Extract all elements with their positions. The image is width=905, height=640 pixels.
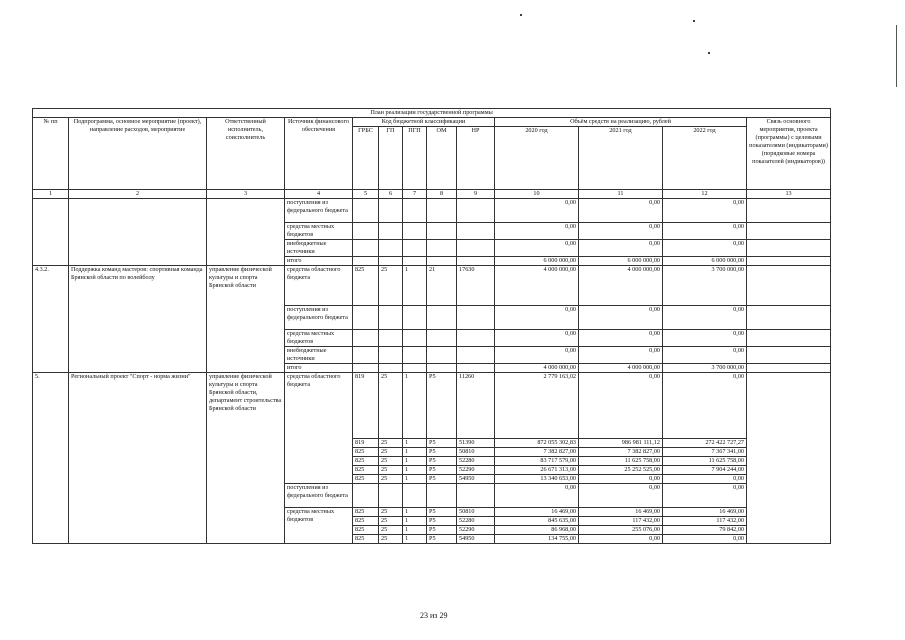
value-2021: 0,00	[579, 535, 663, 544]
value-2022: 0,00	[663, 306, 747, 330]
column-number-row	[33, 190, 831, 199]
col-header-budget-code: Код бюджетной классификации	[353, 118, 495, 127]
nr-cell: 52290	[457, 466, 495, 475]
col-header-gp: ГП	[379, 127, 403, 190]
value-2022: 0,00	[663, 199, 747, 223]
col-header-2022: 2022 год	[663, 127, 747, 190]
value-2022: 79 842,00	[663, 526, 747, 535]
grbs-cell: 825	[353, 517, 379, 526]
value-2022: 7 367 341,00	[663, 448, 747, 457]
source-cell: средства местных бюджетов	[285, 330, 353, 347]
plan-title: План реализации государственной программы	[33, 109, 831, 118]
table-row	[33, 266, 831, 306]
source-cell: средства местных бюджетов	[285, 223, 353, 240]
gp-cell: 25	[379, 373, 403, 439]
gp-cell: 25	[379, 526, 403, 535]
col-number: 2	[69, 190, 207, 199]
value-2021: 0,00	[579, 240, 663, 257]
source-cell: внебюджетные источники	[285, 240, 353, 257]
pgp-cell: 1	[403, 535, 427, 544]
pgp-cell: 1	[403, 457, 427, 466]
col-header-volume: Объём средств на реализацию, рублей	[495, 118, 747, 127]
col-header-no: № пп	[33, 118, 69, 190]
pgp-cell: 1	[403, 475, 427, 484]
value-2020: 83 717 579,00	[495, 457, 579, 466]
value-2020: 7 382 827,00	[495, 448, 579, 457]
value-2022: 7 904 244,00	[663, 466, 747, 475]
value-2022: 6 000 000,00	[663, 257, 747, 266]
value-2020: 0,00	[495, 347, 579, 364]
om-cell: P5	[427, 448, 457, 457]
value-2020: 86 968,00	[495, 526, 579, 535]
nr-cell: 50810	[457, 448, 495, 457]
value-2022: 0,00	[663, 330, 747, 347]
pgp-cell: 1	[403, 508, 427, 517]
table-row	[33, 373, 831, 439]
value-2022: 3 700 000,00	[663, 266, 747, 306]
value-2020: 0,00	[495, 240, 579, 257]
value-2020: 4 000 000,00	[495, 266, 579, 306]
value-2021: 0,00	[579, 373, 663, 439]
col-number: 10	[495, 190, 579, 199]
grbs-cell: 819	[353, 439, 379, 448]
om-cell: P5	[427, 535, 457, 544]
value-2022: 0,00	[663, 347, 747, 364]
table-row	[33, 199, 831, 223]
value-2021: 0,00	[579, 347, 663, 364]
pgp-cell: 1	[403, 466, 427, 475]
source-cell: поступления из федерального бюджета	[285, 484, 353, 508]
value-2021: 6 000 000,00	[579, 257, 663, 266]
value-2022: 11 625 758,00	[663, 457, 747, 466]
col-number: 12	[663, 190, 747, 199]
value-2020: 0,00	[495, 330, 579, 347]
col-header-om: ОМ	[427, 127, 457, 190]
scan-edge-mark	[896, 25, 897, 87]
value-2020: 2 779 163,02	[495, 373, 579, 439]
gp-cell: 25	[379, 475, 403, 484]
om-cell: P5	[427, 466, 457, 475]
col-header-2021: 2021 год	[579, 127, 663, 190]
grbs-cell: 825	[353, 266, 379, 306]
item-responsible: управление физической культуры и спорта Брянской области, департамент строительства Брянской области	[207, 373, 285, 544]
om-cell: P5	[427, 475, 457, 484]
nr-cell: 54950	[457, 475, 495, 484]
col-number: 3	[207, 190, 285, 199]
value-2021: 255 076,00	[579, 526, 663, 535]
om-cell: P5	[427, 517, 457, 526]
value-2022: 0,00	[663, 240, 747, 257]
col-number: 9	[457, 190, 495, 199]
page-number: 23 из 29	[420, 611, 448, 620]
nr-cell: 54950	[457, 535, 495, 544]
value-2022: 0,00	[663, 475, 747, 484]
value-2022: 117 432,00	[663, 517, 747, 526]
value-2020: 872 055 302,83	[495, 439, 579, 448]
value-2021: 4 000 000,00	[579, 266, 663, 306]
grbs-cell: 819	[353, 373, 379, 439]
value-2020: 4 000 000,00	[495, 364, 579, 373]
value-2020: 0,00	[495, 199, 579, 223]
col-number: 4	[285, 190, 353, 199]
pgp-cell: 1	[403, 373, 427, 439]
value-2020: 134 755,00	[495, 535, 579, 544]
source-cell: поступления из федерального бюджета	[285, 199, 353, 223]
col-number: 5	[353, 190, 379, 199]
nr-cell: 50810	[457, 508, 495, 517]
om-cell: P5	[427, 526, 457, 535]
col-header-pgp: ПГП	[403, 127, 427, 190]
scan-speck	[520, 14, 522, 16]
gp-cell: 25	[379, 535, 403, 544]
grbs-cell: 825	[353, 466, 379, 475]
scan-speck	[693, 20, 695, 22]
value-2020: 13 340 653,00	[495, 475, 579, 484]
nr-cell: 17630	[457, 266, 495, 306]
value-2020: 0,00	[495, 484, 579, 508]
grbs-cell: 825	[353, 448, 379, 457]
om-cell: 21	[427, 266, 457, 306]
grbs-cell: 825	[353, 508, 379, 517]
value-2021: 0,00	[579, 484, 663, 508]
value-2021: 7 382 827,00	[579, 448, 663, 457]
value-2022: 16 469,00	[663, 508, 747, 517]
value-2020: 0,00	[495, 223, 579, 240]
value-2021: 0,00	[579, 330, 663, 347]
value-2022: 3 700 000,00	[663, 364, 747, 373]
nr-cell: 52280	[457, 457, 495, 466]
item-name: Региональный проект "Спорт - норма жизни"	[69, 373, 207, 544]
gp-cell: 25	[379, 457, 403, 466]
value-2022: 0,00	[663, 373, 747, 439]
col-header-source: Источник финансового обеспечения	[285, 118, 353, 190]
om-cell: P5	[427, 373, 457, 439]
om-cell: P5	[427, 457, 457, 466]
value-2021: 16 469,00	[579, 508, 663, 517]
item-number: 5.	[33, 373, 69, 544]
col-header-2020: 2020 год	[495, 127, 579, 190]
source-cell: внебюджетные источники	[285, 347, 353, 364]
gp-cell: 25	[379, 517, 403, 526]
nr-cell: 51390	[457, 439, 495, 448]
value-2021: 0,00	[579, 306, 663, 330]
col-number: 11	[579, 190, 663, 199]
col-header-grbs: ГРБС	[353, 127, 379, 190]
col-number: 8	[427, 190, 457, 199]
om-cell: P5	[427, 508, 457, 517]
value-2021: 986 981 111,12	[579, 439, 663, 448]
col-header-nr: НР	[457, 127, 495, 190]
gp-cell: 25	[379, 466, 403, 475]
nr-cell: 11260	[457, 373, 495, 439]
grbs-cell: 825	[353, 475, 379, 484]
grbs-cell: 825	[353, 526, 379, 535]
value-2020: 6 000 000,00	[495, 257, 579, 266]
value-2021: 25 252 525,00	[579, 466, 663, 475]
source-cell: средства областного бюджета	[285, 266, 353, 306]
gp-cell: 25	[379, 439, 403, 448]
col-header-subprogram: Подпрограмма, основное мероприятие (проект), направление расходов, мероприятие	[69, 118, 207, 190]
pgp-cell: 1	[403, 266, 427, 306]
col-number: 7	[403, 190, 427, 199]
source-cell: средства областного бюджета	[285, 373, 353, 484]
col-header-link: Связь основного мероприятия, проекта (программы) с целевыми показателями (индикаторами) (порядковые номера показателей (индикаторов))	[747, 118, 831, 190]
col-header-responsible: Ответственный исполнитель, соисполнитель	[207, 118, 285, 190]
gp-cell: 25	[379, 266, 403, 306]
pgp-cell: 1	[403, 439, 427, 448]
source-cell: итого	[285, 257, 353, 266]
value-2022: 272 422 727,27	[663, 439, 747, 448]
item-responsible: управление физической культуры и спорта Брянской области	[207, 266, 285, 373]
grbs-cell: 825	[353, 535, 379, 544]
document-page	[32, 108, 830, 544]
source-cell: средства местных бюджетов	[285, 508, 353, 544]
grbs-cell: 825	[353, 457, 379, 466]
om-cell: P5	[427, 439, 457, 448]
value-2021: 117 432,00	[579, 517, 663, 526]
value-2021: 11 625 758,00	[579, 457, 663, 466]
value-2022: 0,00	[663, 484, 747, 508]
pgp-cell: 1	[403, 526, 427, 535]
nr-cell: 52280	[457, 517, 495, 526]
col-number: 1	[33, 190, 69, 199]
value-2021: 0,00	[579, 475, 663, 484]
source-cell: итого	[285, 364, 353, 373]
value-2021: 0,00	[579, 199, 663, 223]
value-2020: 26 671 313,00	[495, 466, 579, 475]
program-plan-table	[32, 108, 831, 544]
source-cell: поступления из федерального бюджета	[285, 306, 353, 330]
value-2020: 845 635,00	[495, 517, 579, 526]
value-2021: 0,00	[579, 223, 663, 240]
gp-cell: 25	[379, 508, 403, 517]
item-name: Поддержка команд мастеров: спортивная команда Брянской области по волейболу	[69, 266, 207, 373]
nr-cell: 52290	[457, 526, 495, 535]
value-2020: 0,00	[495, 306, 579, 330]
gp-cell: 25	[379, 448, 403, 457]
col-number: 13	[747, 190, 831, 199]
pgp-cell: 1	[403, 448, 427, 457]
pgp-cell: 1	[403, 517, 427, 526]
value-2022: 0,00	[663, 223, 747, 240]
value-2022: 0,00	[663, 535, 747, 544]
scan-speck	[708, 52, 710, 54]
col-number: 6	[379, 190, 403, 199]
value-2020: 16 469,00	[495, 508, 579, 517]
item-number: 4.3.2.	[33, 266, 69, 373]
value-2021: 4 000 000,00	[579, 364, 663, 373]
